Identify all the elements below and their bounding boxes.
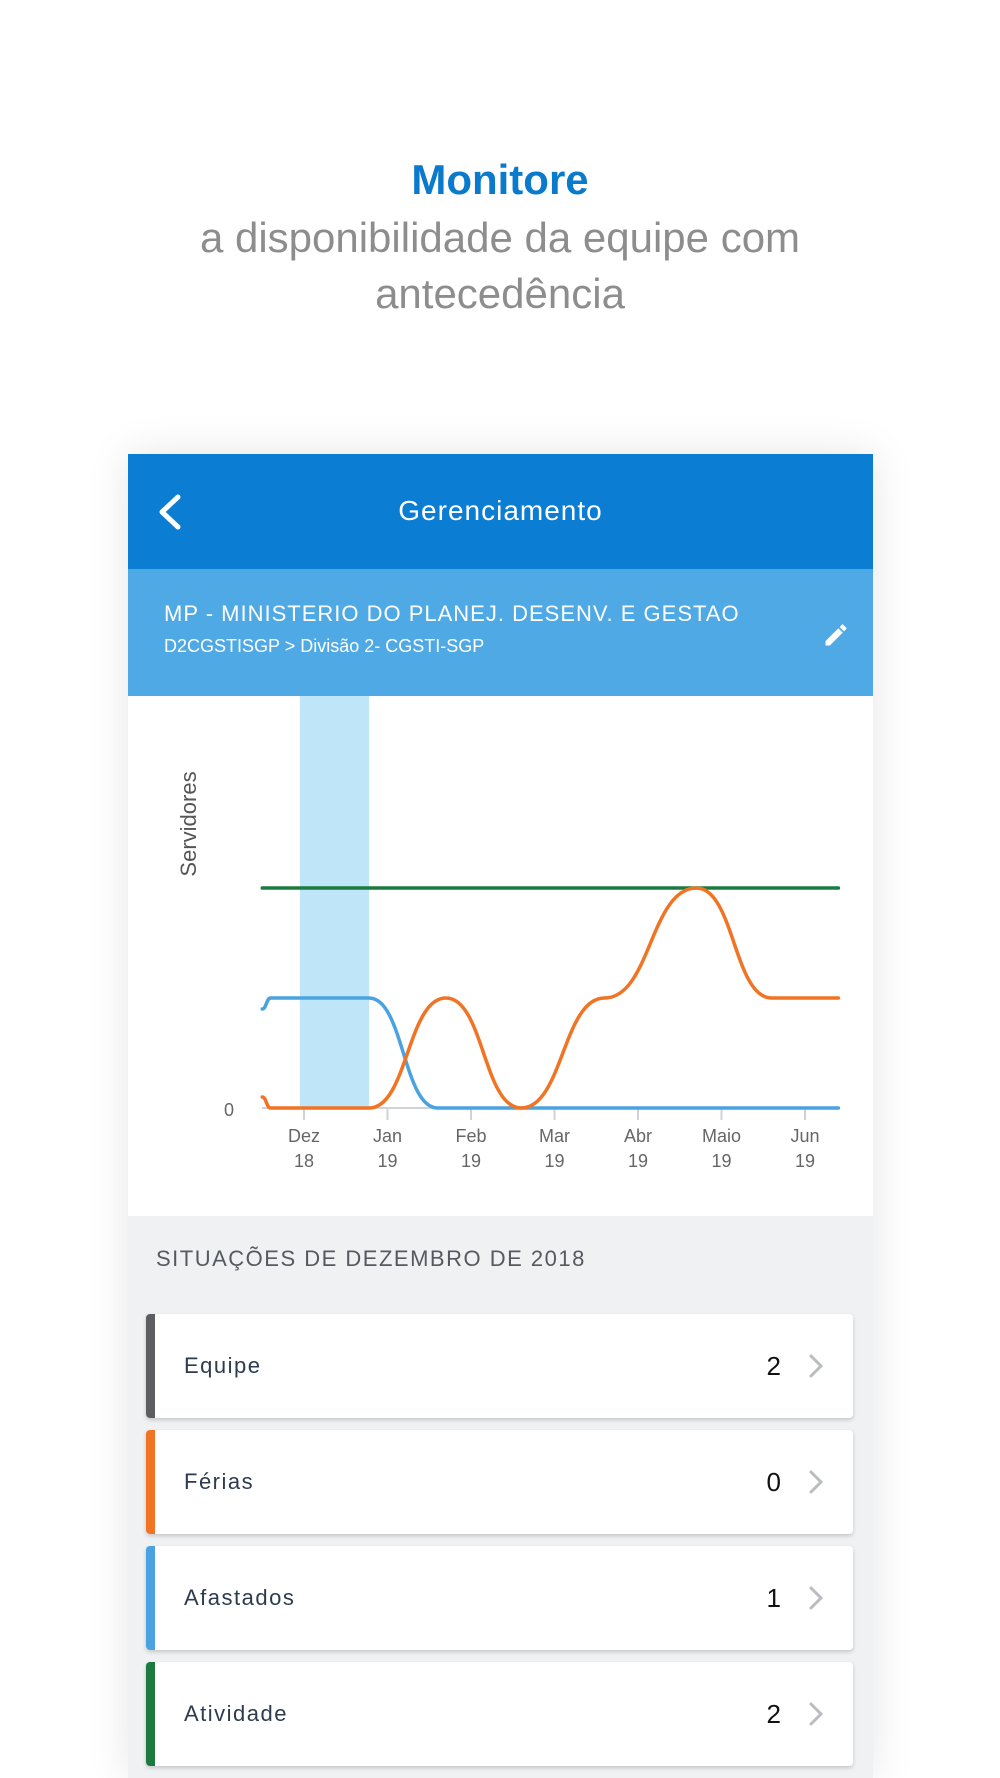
card-label: Atividade [184, 1701, 289, 1726]
card-count: 2 [766, 1699, 781, 1729]
x-tick-label-month: Jun [790, 1126, 820, 1146]
x-tick-label-month: Dez [287, 1126, 321, 1146]
promo-header [0, 150, 1000, 322]
card-color-bar [146, 1314, 155, 1418]
x-tick-label-month: Mar [539, 1126, 570, 1146]
card-count: 1 [766, 1583, 781, 1613]
phone-screen [128, 454, 873, 1778]
organization-name: MP - MINISTERIO DO PLANEJ. DESENV. E GESTAO [164, 601, 740, 626]
situation-card-afastados[interactable] [146, 1546, 853, 1650]
promo-title: Monitore [411, 156, 589, 203]
x-tick-label-month: Feb [455, 1126, 487, 1146]
x-tick-label-year: 19 [627, 1151, 649, 1171]
app-bar-title: Gerenciamento [398, 495, 603, 526]
x-tick-label-year: 19 [711, 1151, 732, 1171]
card-label: Férias [184, 1469, 255, 1494]
organization-path: D2CGSTISGP > Divisão 2- CGSTI-SGP [164, 636, 485, 656]
promo-subtitle-line1: a disponibilidade da equipe com [199, 214, 801, 261]
x-tick-label-month: Maio [701, 1126, 742, 1146]
y-tick-label-0: 0 [223, 1100, 234, 1120]
chevron-right-icon [807, 1584, 825, 1612]
card-color-bar [146, 1662, 155, 1766]
x-tick-label-year: 19 [460, 1151, 482, 1171]
x-tick-label-year: 19 [377, 1151, 398, 1171]
card-label: Equipe [184, 1353, 262, 1378]
situations-section [128, 1216, 873, 1778]
promo-subtitle-line2: antecedência [375, 270, 625, 317]
chevron-right-icon [807, 1468, 825, 1496]
availability-chart [128, 696, 873, 1216]
selected-month-band [300, 696, 369, 1108]
card-color-bar [146, 1546, 155, 1650]
x-tick-label-year: 19 [794, 1151, 816, 1171]
app-bar [128, 454, 873, 569]
x-tick-label-year: 18 [293, 1151, 315, 1171]
card-label: Afastados [184, 1585, 296, 1610]
card-count: 2 [766, 1351, 781, 1381]
pencil-icon[interactable] [822, 621, 850, 649]
card-count: 0 [766, 1467, 781, 1497]
chevron-right-icon [807, 1700, 825, 1728]
situation-card-equipe[interactable] [146, 1314, 853, 1418]
x-tick-label-month: Jan [372, 1126, 403, 1146]
x-tick-label-year: 19 [544, 1151, 565, 1171]
card-color-bar [146, 1430, 155, 1534]
chart-svg [128, 696, 873, 1216]
chevron-right-icon [807, 1352, 825, 1380]
x-tick-label-month: Abr [623, 1126, 653, 1146]
y-axis-label: Servidores [176, 771, 201, 877]
situation-card-atividade[interactable] [146, 1662, 853, 1766]
situation-card-ferias[interactable] [146, 1430, 853, 1534]
organization-header [128, 569, 873, 696]
situations-title: SITUAÇÕES DE DEZEMBRO DE 2018 [156, 1246, 586, 1271]
